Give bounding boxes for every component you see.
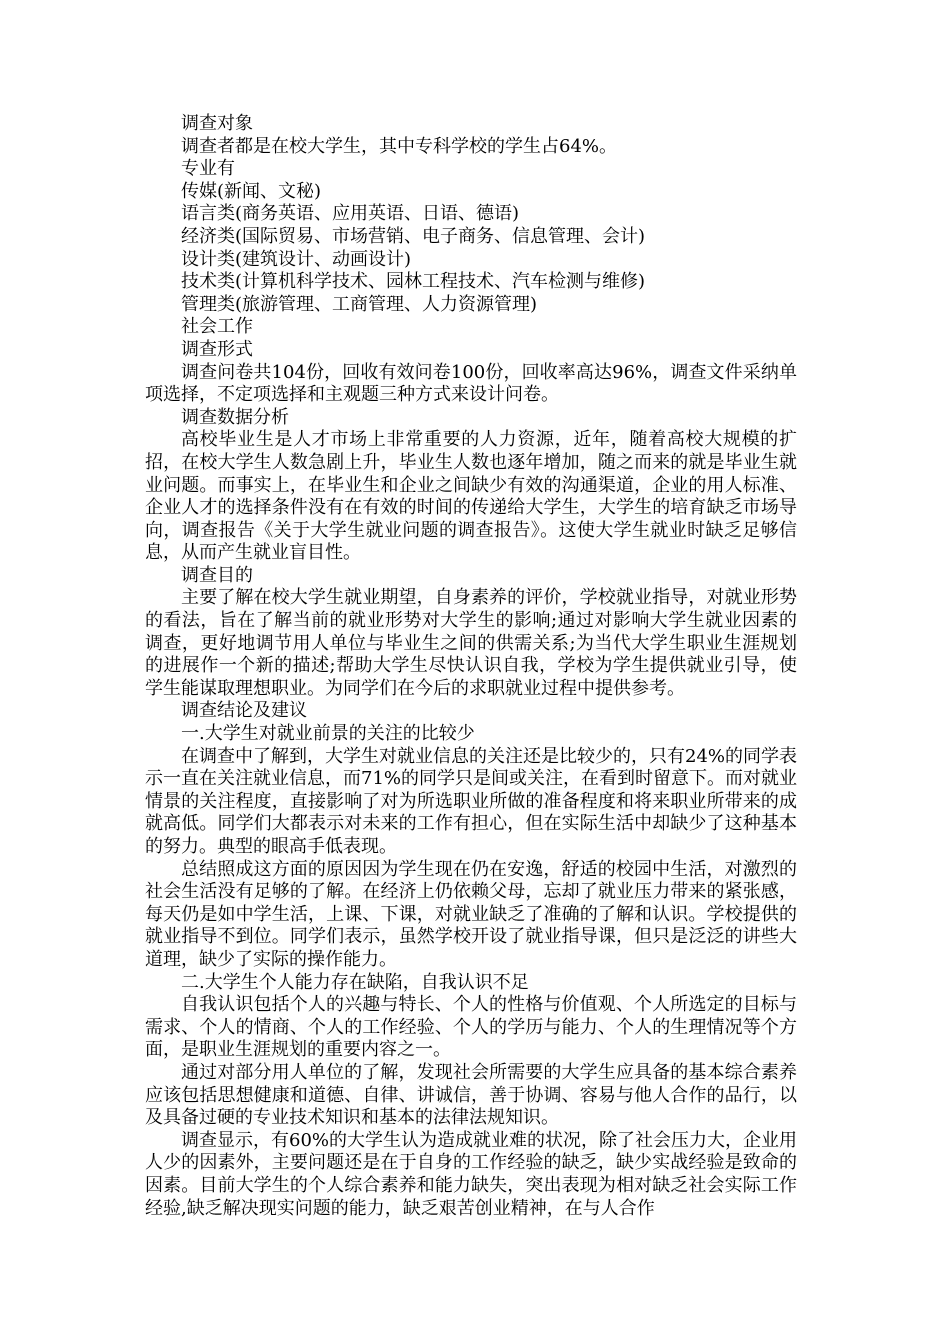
document-body [145,113,797,1220]
section-heading: 调查数据分析 [181,406,289,428]
body-paragraph: 主要了解在校大学生就业期望，自身素养的评价，学校就业指导，对就业形势的看法，旨在了解当前的就业形势对大学生的影响;通过对影响大学生就业因素的调查，更好地调节用人单位与毕业生之间的供需关系;为当代大学生职业生涯规划的进展作一个新的描述;帮助大学生尽快认识自我，学校为学生提供就业引导，使学生能谋取理想职业。为同学们在今后的求职就业过程中提供参考。 [145,587,797,699]
body-paragraph: 专业有 [181,158,235,180]
body-paragraph: 在调查中了解到，大学生对就业信息的关注还是比较少的，只有24%的同学表示一直在关注就业信息，而71%的同学只是间或关注，在看到时留意下。而对就业情景的关注程度，直接影响了对为所选职业所做的准备程度和将来职业所带来的成就高低。同学们大都表示对未来的工作有担心，但在实际生活中却缺少了这种基本的努力。典型的眼高手低表现。 [145,745,798,857]
subsection-heading: 二.大学生个人能力存在缺陷，自我认识不足 [181,971,529,993]
body-paragraph: 调查显示，有60%的大学生认为造成就业难的状况，除了社会压力大，企业用人少的因素外，主要问题还是在于自身的工作经验的缺乏，缺少实战经验是致命的因素。目前大学生的个人综合素养和能力缺失，突出表现为相对缺乏社会实际工作经验,缺乏解决现实问题的能力，缺乏艰苦创业精神，在与人合作 [145,1129,798,1219]
list-item: 语言类(商务英语、应用英语、日语、德语) [181,203,520,225]
list-item: 设计类(建筑设计、动画设计) [181,248,412,270]
body-paragraph: 总结照成这方面的原因因为学生现在仍在安逸，舒适的校园中生活，对激烈的社会生活没有足够的了解。在经济上仍依赖父母，忘却了就业压力带来的紧张感，每天仍是如中学生活，上课、下课，对就业缺乏了准确的了解和认识。学校提供的就业指导不到位。同学们表示，虽然学校开设了就业指导课，但只是泛泛的讲些大道理，缺少了实际的操作能力。 [145,858,797,970]
section-heading: 调查对象 [181,113,253,134]
body-paragraph: 通过对部分用人单位的了解，发现社会所需要的大学生应具备的基本综合素养应该包括思想健康和道德、自律、讲诚信，善于协调、容易与他人合作的品行，以及具备过硬的专业技术知识和基本的法律法规知识。 [145,1061,797,1129]
body-paragraph: 调查问卷共104份，回收有效问卷100份，回收率高达96%，调查文件采纳单项选择，不定项选择和主观题三种方式来设计问卷。 [145,361,797,406]
section-heading: 调查形式 [181,338,253,360]
section-heading: 调查结论及建议 [181,700,307,722]
list-item: 传媒(新闻、文秘) [181,180,322,202]
section-heading: 调查目的 [181,564,253,586]
list-item: 管理类(旅游管理、工商管理、人力资源管理) [181,293,538,315]
list-item: 技术类(计算机科学技术、园林工程技术、汽车检测与维修) [181,271,646,293]
list-item: 经济类(国际贸易、市场营销、电子商务、信息管理、会计) [181,225,646,247]
body-paragraph: 高校毕业生是人才市场上非常重要的人力资源，近年，随着高校大规模的扩招，在校大学生人数急剧上升，毕业生人数也逐年增加，随之而来的就是毕业生就业问题。而事实上，在毕业生和企业之间缺少有效的沟通渠道，企业的用人标准、企业人才的选择条件没有在有效的时间的传递给大学生，大学生的培育缺乏市场导向，调查报告《关于大学生就业问题的调查报告》。这使大学生就业时缺乏足够信息，从而产生就业盲目性。 [145,429,797,564]
list-item: 社会工作 [181,316,253,338]
subsection-heading: 一.大学生对就业前景的关注的比较少 [181,723,475,745]
body-paragraph: 调查者都是在校大学生，其中专科学校的学生占64%。 [181,135,618,157]
body-paragraph: 自我认识包括个人的兴趣与特长、个人的性格与价值观、个人所选定的目标与需求、个人的情商、个人的工作经验、个人的学历与能力、个人的生理情况等个方面，是职业生涯规划的重要内容之一。 [145,994,797,1061]
